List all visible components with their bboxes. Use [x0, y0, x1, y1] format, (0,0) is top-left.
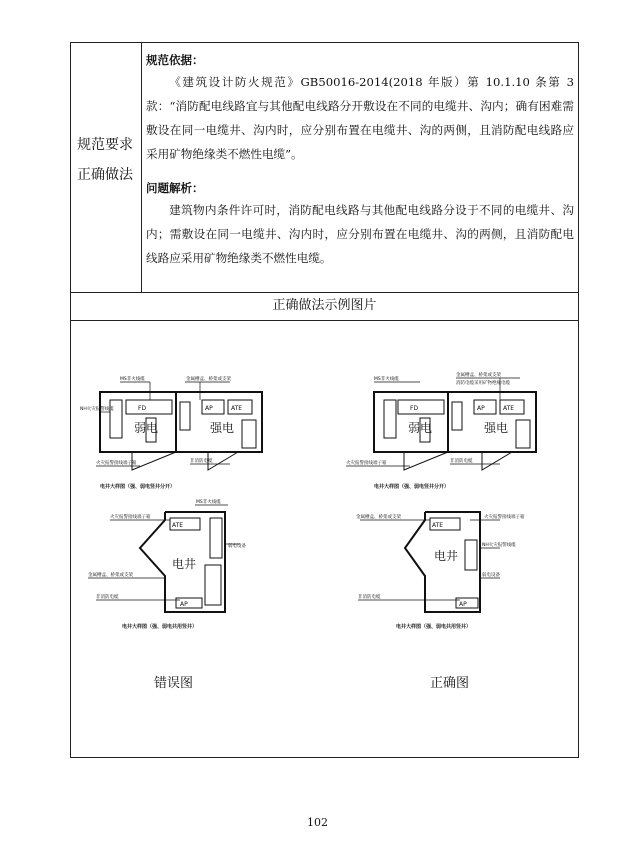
svg-text:火灾报警接线端子箱: 火灾报警接线端子箱 [484, 515, 525, 520]
svg-text:电井大样图（强、弱电共用竖井）: 电井大样图（强、弱电共用竖井） [122, 624, 198, 630]
shaft-label-left: 电井 [172, 557, 197, 571]
weak-room-label: 弱电 [134, 421, 159, 435]
svg-text:电井大样图（强、弱电共用竖井）: 电井大样图（强、弱电共用竖井） [396, 624, 472, 630]
row-label-line2: 正确做法 [77, 167, 133, 183]
analysis-heading: 问题解析： [146, 181, 204, 195]
row-label-line1: 规范要求 [77, 137, 133, 153]
analysis-text: 建筑物内条件许可时，消防配电线路与其他配电线路分设于不同的电缆井、沟内；需敷设在同一电缆井、沟内时，应分别布置在电缆井、沟的两侧，且消防配电线路应采用矿物绝缘类不燃性电缆。 [146, 203, 574, 265]
svg-text:非消防电缆: 非消防电缆 [450, 459, 473, 464]
svg-text:金属槽盒、桥架或支架: 金属槽盒、桥架或支架 [186, 377, 231, 382]
svg-text:火灾报警接线端子箱: 火灾报警接线端子箱 [96, 461, 137, 466]
svg-text:AP: AP [477, 405, 485, 412]
svg-text:电井大样图（强、弱电竖井分开）: 电井大样图（强、弱电竖井分开） [374, 484, 450, 490]
basis-text: 《建筑设计防火规范》GB50016-2014(2018 年版）第 10.1.10 条第 3 款：“消防配电线路宜与其他配电线路分开敷设在不同的电缆井、沟内；确有困难需敷设在同一电缆井、沟内时，应分别布置在电缆井、沟的两侧，且消防配电线路应采用矿物绝缘类不燃性电缆”。 [146, 75, 574, 161]
svg-text:MS非火线缆: MS非火线缆 [196, 500, 221, 505]
svg-text:非消防电缆: 非消防电缆 [190, 459, 213, 464]
svg-text:NH火灾报警线缆: NH火灾报警线缆 [482, 543, 516, 548]
svg-text:MS非火线缆: MS非火线缆 [120, 377, 145, 382]
svg-text:弱电设备: 弱电设备 [482, 573, 500, 578]
basis-heading: 规范依据： [146, 53, 204, 67]
row-divider [70, 320, 579, 321]
svg-text:MS非火线缆: MS非火线缆 [374, 377, 399, 382]
svg-text:NH火灾报警线缆: NH火灾报警线缆 [80, 407, 114, 412]
svg-text:电井大样图（强、弱电竖井分开）: 电井大样图（强、弱电竖井分开） [100, 484, 176, 490]
svg-text:FD: FD [410, 405, 419, 412]
svg-text:弱电设备: 弱电设备 [228, 544, 246, 549]
svg-text:金属槽盒、桥架或支架: 金属槽盒、桥架或支架 [356, 515, 401, 520]
section-title: 正确做法示例图片 [272, 298, 377, 313]
wrong-caption: 错误图 [154, 676, 194, 691]
svg-text:ATE: ATE [432, 522, 444, 529]
page-number: 102 [307, 816, 328, 829]
svg-text:非消防电缆: 非消防电缆 [358, 595, 381, 600]
svg-text:非消防电缆: 非消防电缆 [96, 595, 119, 600]
svg-text:ATE: ATE [172, 522, 184, 529]
right-caption: 正确图 [430, 676, 470, 691]
svg-text:AP: AP [205, 405, 213, 412]
svg-text:金属槽盒、桥架或支架: 金属槽盒、桥架或支架 [88, 573, 133, 578]
content-cell [146, 50, 574, 270]
svg-text:消防电缆采用矿物绝缘电缆: 消防电缆采用矿物绝缘电缆 [456, 381, 510, 386]
column-divider [141, 42, 142, 292]
svg-text:FD: FD [138, 405, 147, 412]
strong-room-label-right: 强电 [484, 421, 509, 435]
svg-text:火灾报警接线端子箱: 火灾报警接线端子箱 [346, 461, 387, 466]
shaft-label-right: 电井 [434, 549, 459, 563]
svg-text:金属槽盒、桥架或支架: 金属槽盒、桥架或支架 [456, 373, 501, 378]
row-label [70, 130, 140, 190]
strong-room-label: 强电 [210, 421, 235, 435]
svg-text:火灾报警接线端子箱: 火灾报警接线端子箱 [110, 515, 151, 520]
weak-room-label-right: 弱电 [408, 421, 433, 435]
svg-text:ATE: ATE [231, 405, 243, 412]
svg-text:AP: AP [180, 601, 188, 608]
svg-text:AP: AP [459, 601, 467, 608]
svg-text:ATE: ATE [503, 405, 515, 412]
